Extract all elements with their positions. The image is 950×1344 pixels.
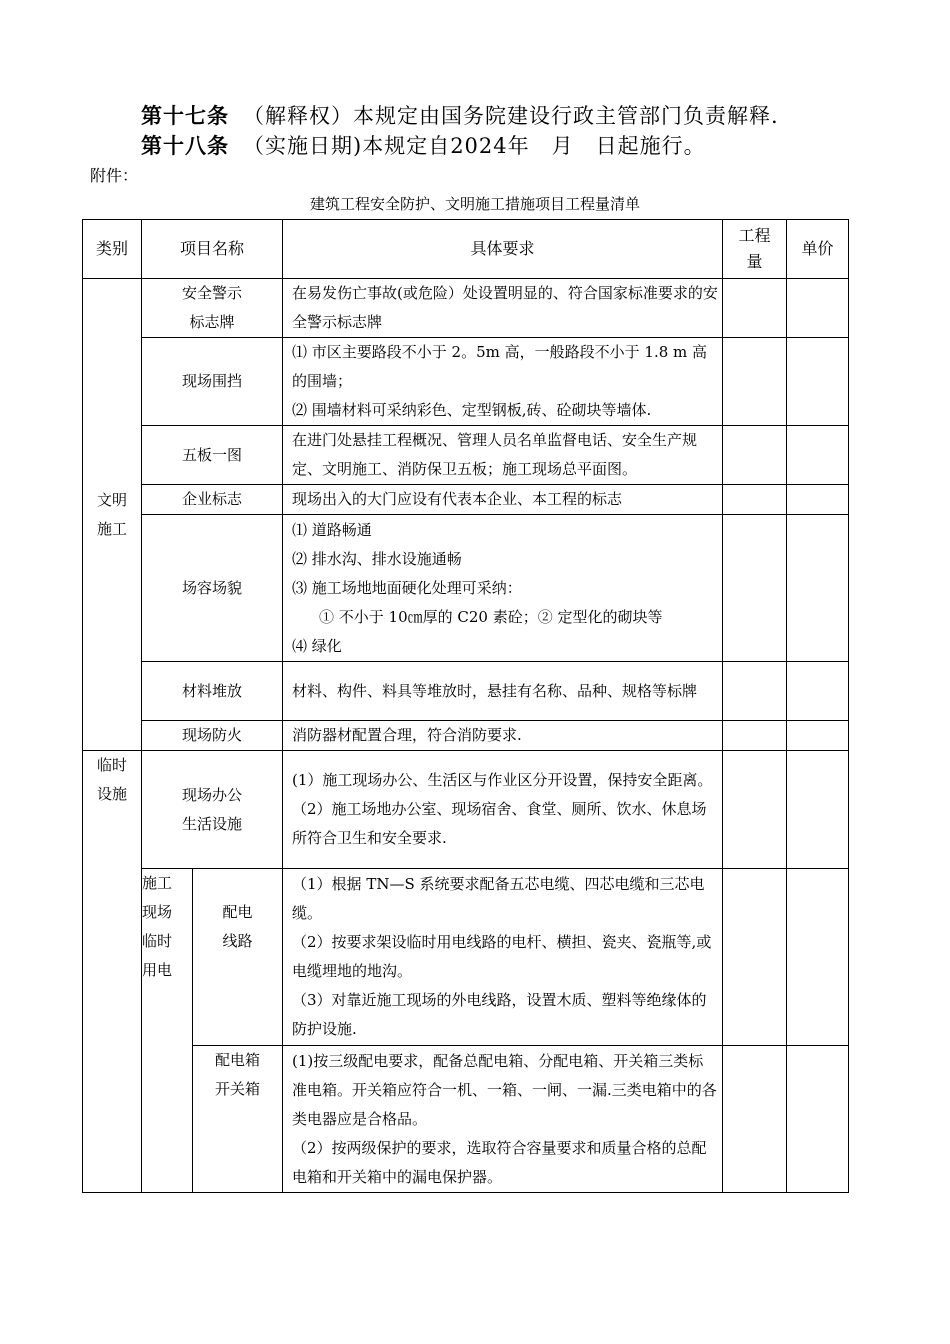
category-temporary: 临时 设施	[83, 751, 142, 1193]
header-item: 项目名称	[142, 220, 283, 279]
unit-price-cell[interactable]	[787, 338, 849, 426]
article-17	[141, 100, 779, 130]
quantity-cell[interactable]	[723, 662, 787, 721]
item-company-sign: 企业标志	[142, 485, 283, 515]
attachment-label: 附件：	[90, 166, 139, 185]
category-civilized: 文明 施工	[83, 279, 142, 751]
req-distribution-box: (1)按三级配电要求，配备总配电箱、分配电箱、开关箱三类标准电箱。开关箱应符合一机、一箱、一闸、一漏.三类电箱中的各类电器应是合格品。 （2）按两级保护的要求，选取符合容量要求和质量合格的总配电箱和开关箱中的漏电保护器。	[283, 1046, 723, 1193]
item-five-boards: 五板一图	[142, 426, 283, 485]
article-18	[141, 130, 706, 160]
measures-table	[82, 219, 849, 1193]
quantity-cell[interactable]	[723, 721, 787, 751]
article-17-number: 第十七条	[141, 104, 229, 128]
table-row	[83, 1046, 849, 1193]
article-18-text: （实施日期)本规定自2024年 月 日起施行。	[243, 134, 706, 158]
req-material-stacking: 材料、构件、料具等堆放时，悬挂有名称、品种、规格等标牌	[283, 662, 723, 721]
item-distribution-box: 配电箱 开关箱	[193, 1046, 283, 1193]
table-row	[83, 751, 849, 869]
unit-price-cell[interactable]	[787, 426, 849, 485]
article-18-number: 第十八条	[141, 134, 229, 158]
req-site-appearance: ⑴ 道路畅通 ⑵ 排水沟、排水设施通畅 ⑶ 施工场地地面硬化处理可采纳： ① 不小于 10㎝厚的 C20 素砼；② 定型化的砌块等 ⑷ 绿化	[283, 515, 723, 662]
unit-price-cell[interactable]	[787, 869, 849, 1046]
quantity-cell[interactable]	[723, 279, 787, 338]
article-17-text: （解释权）本规定由国务院建设行政主管部门负责解释.	[243, 104, 779, 128]
unit-price-cell[interactable]	[787, 485, 849, 515]
unit-price-cell[interactable]	[787, 721, 849, 751]
quantity-cell[interactable]	[723, 751, 787, 869]
table-row	[83, 869, 849, 1046]
req-fire-prevention: 消防器材配置合理，符合消防要求.	[283, 721, 723, 751]
quantity-cell[interactable]	[723, 338, 787, 426]
unit-price-cell[interactable]	[787, 279, 849, 338]
item-warning-sign: 安全警示 标志牌	[142, 279, 283, 338]
req-five-boards: 在进门处悬挂工程概况、管理人员名单监督电话、安全生产规定、文明施工、消防保卫五板；施工现场总平面图。	[283, 426, 723, 485]
header-unit-price: 单价	[787, 220, 849, 279]
quantity-cell[interactable]	[723, 1046, 787, 1193]
item-enclosure: 现场围挡	[142, 338, 283, 426]
header-requirement: 具体要求	[283, 220, 723, 279]
table-row	[83, 279, 849, 338]
table-title: 建筑工程安全防护、文明施工措施项目工程量清单	[309, 195, 640, 213]
quantity-cell[interactable]	[723, 426, 787, 485]
table-row	[83, 662, 849, 721]
req-company-sign: 现场出入的大门应设有代表本企业、本工程的标志	[283, 485, 723, 515]
unit-price-cell[interactable]	[787, 1046, 849, 1193]
unit-price-cell[interactable]	[787, 515, 849, 662]
req-office-living: (1）施工现场办公、生活区与作业区分开设置，保持安全距离。 （2）施工场地办公室、现场宿舍、食堂、厕所、饮水、休息场所符合卫生和安全要求.	[283, 751, 723, 869]
item-office-living: 现场办公 生活设施	[142, 751, 283, 869]
header-quantity-line1: 工程	[738, 226, 771, 245]
table-row	[83, 338, 849, 426]
table-row	[83, 426, 849, 485]
unit-price-cell[interactable]	[787, 751, 849, 869]
item-distribution-line: 配电 线路	[193, 869, 283, 1046]
item-temp-power: 施工 现场 临时 用电	[142, 869, 193, 1193]
req-distribution-line: （1）根据 TN—S 系统要求配备五芯电缆、四芯电缆和三芯电缆。 （2）按要求架设临时用电线路的电杆、横担、瓷夹、瓷瓶等,或电缆埋地的地沟。 （3）对靠近施工现场的外电线路，设置木质、塑料等绝缘体的防护设施.	[283, 869, 723, 1046]
item-material-stacking: 材料堆放	[142, 662, 283, 721]
item-site-appearance: 场容场貌	[142, 515, 283, 662]
quantity-cell[interactable]	[723, 515, 787, 662]
quantity-cell[interactable]	[723, 869, 787, 1046]
req-warning-sign: 在易发伤亡事故(或危险）处设置明显的、符合国家标准要求的安全警示标志牌	[283, 279, 723, 338]
header-quantity	[723, 220, 787, 279]
table-row	[83, 485, 849, 515]
table-row	[83, 721, 849, 751]
table-row	[83, 515, 849, 662]
quantity-cell[interactable]	[723, 485, 787, 515]
header-row	[83, 220, 849, 279]
item-fire-prevention: 现场防火	[142, 721, 283, 751]
unit-price-cell[interactable]	[787, 662, 849, 721]
req-enclosure: ⑴ 市区主要路段不小于 2。5m 高，一般路段不小于 1.8 m 高的围墙； ⑵ 围墙材料可采纳彩色、定型钢板,砖、砼砌块等墙体.	[283, 338, 723, 426]
header-quantity-line2: 量	[746, 252, 763, 271]
header-category: 类别	[83, 220, 142, 279]
